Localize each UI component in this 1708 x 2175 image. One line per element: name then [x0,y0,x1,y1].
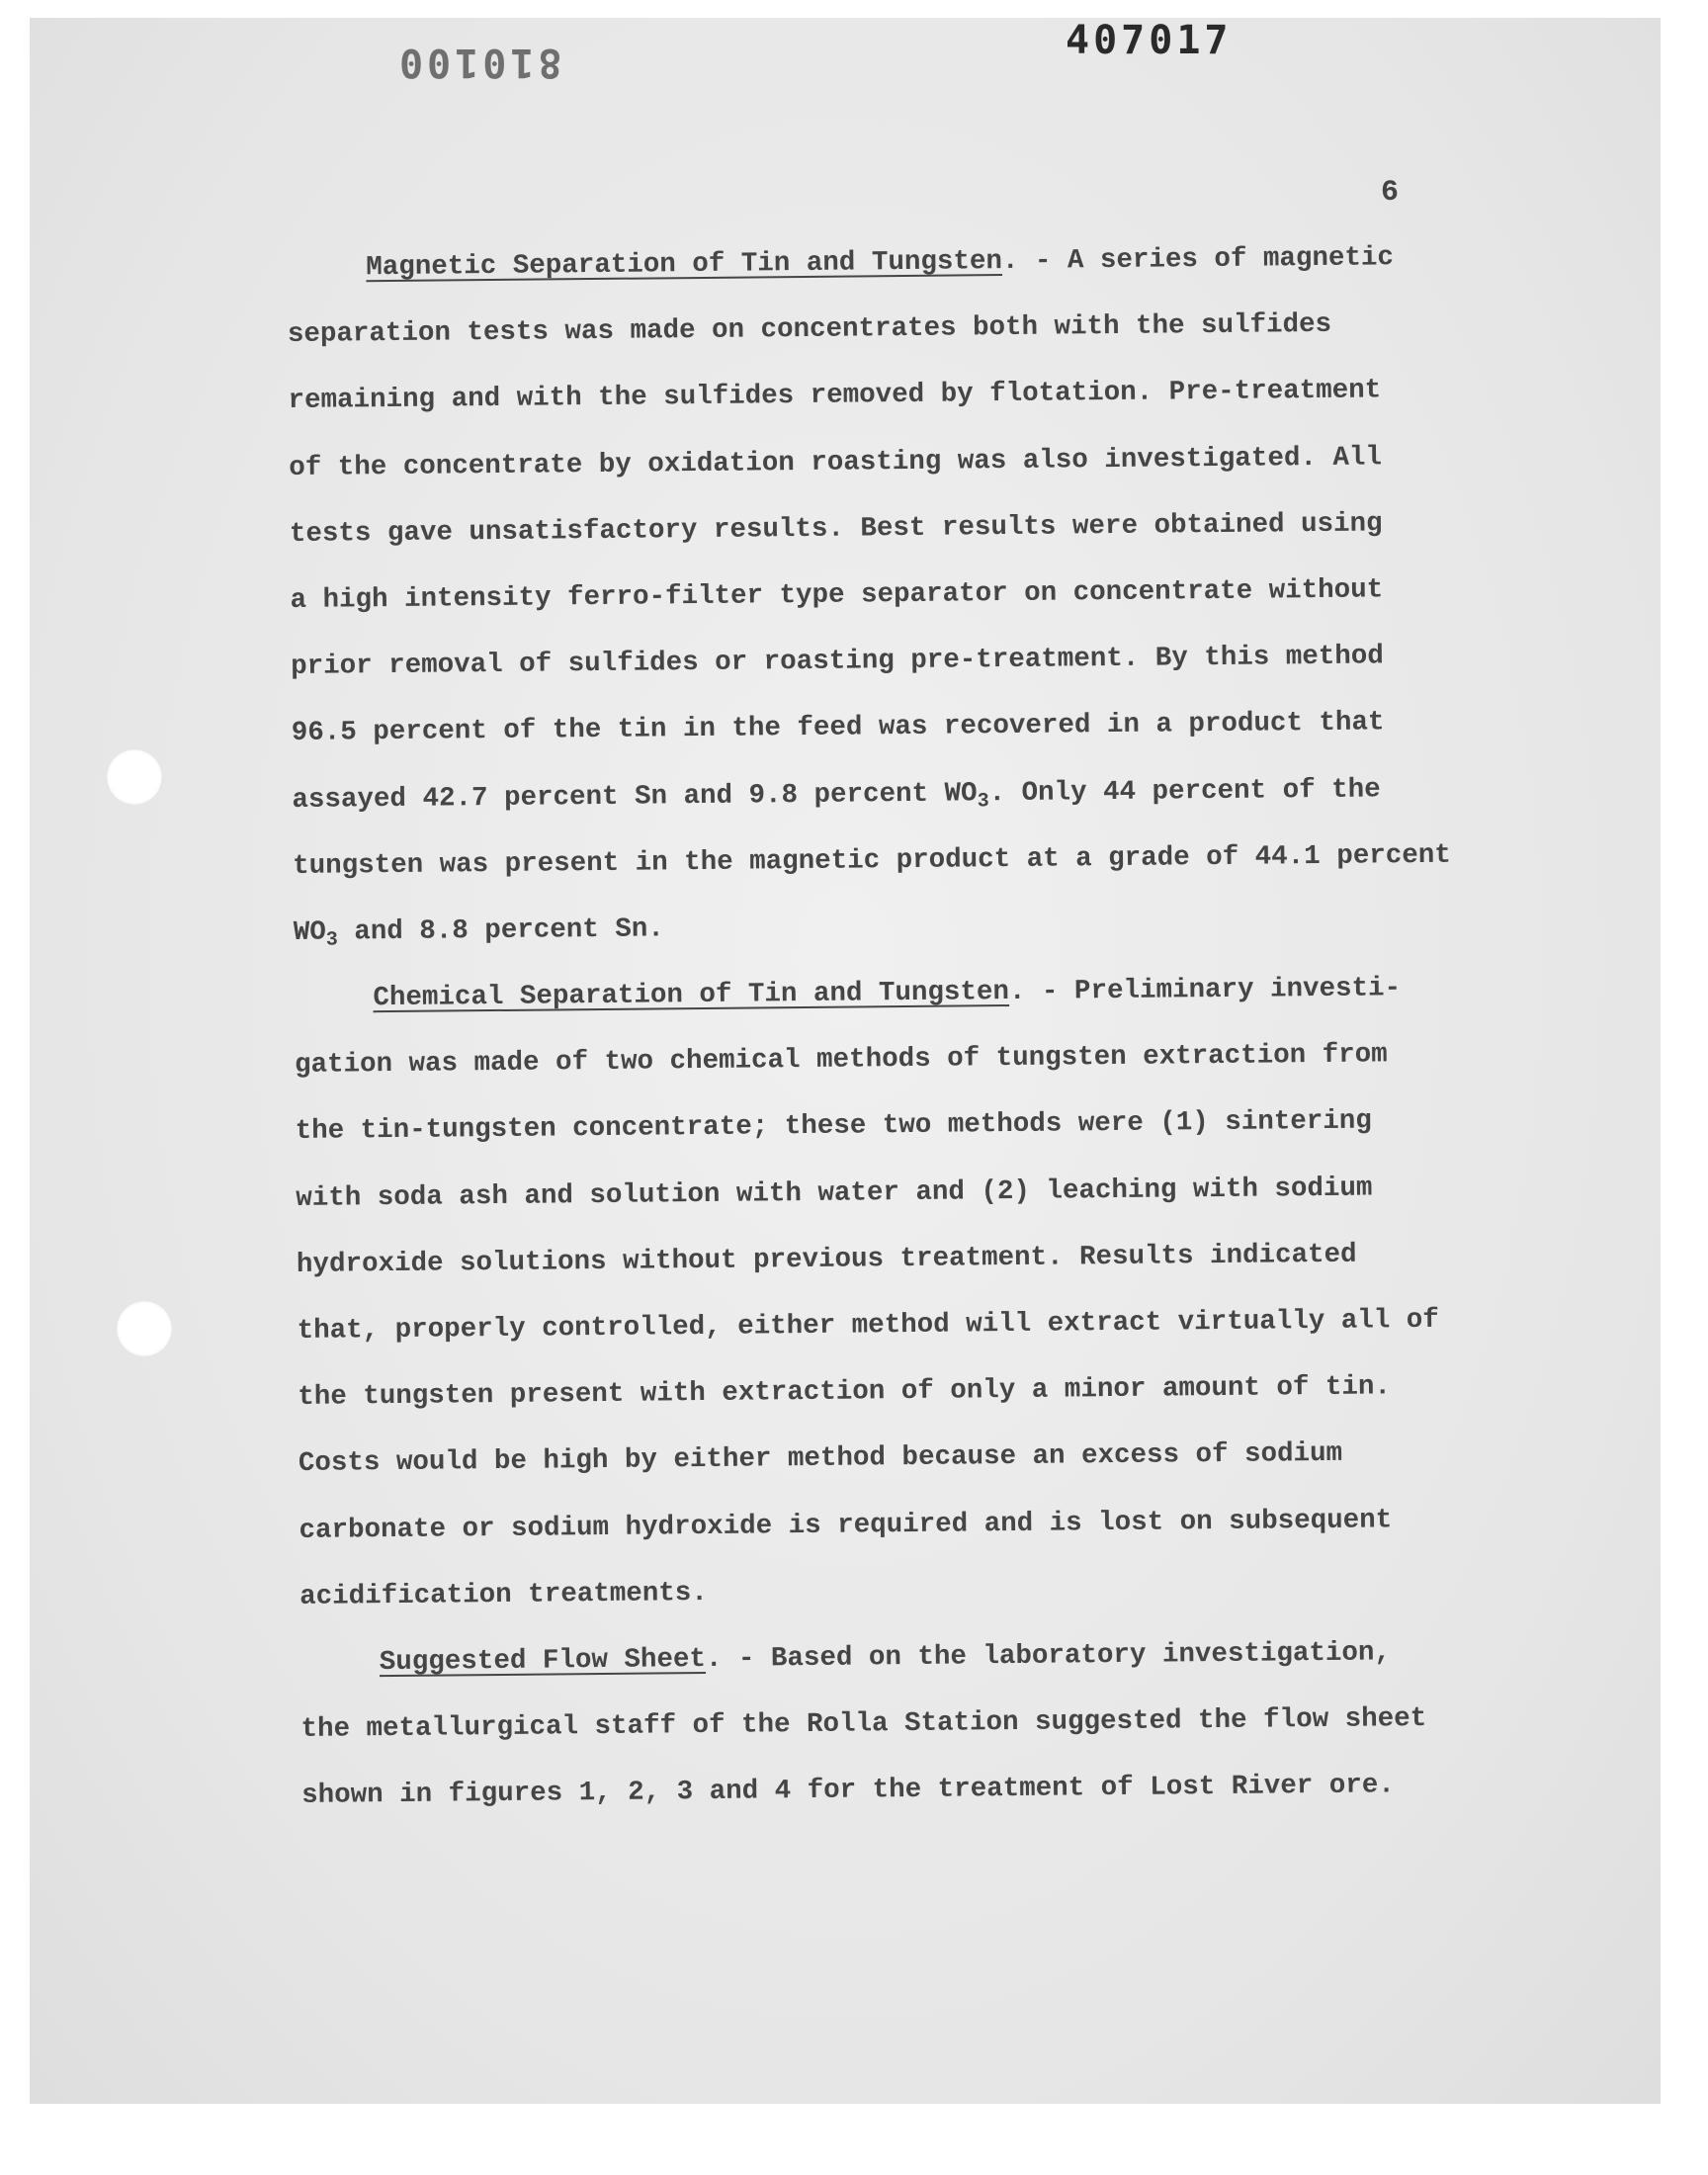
section-heading: Suggested Flow Sheet [379,1643,707,1679]
paragraph-line: the metallurgical staff of the Rolla Station suggested the flow sheet [300,1703,1427,1746]
text-run: WO [293,916,326,948]
text-run: . - Preliminary investi- [1008,973,1402,1008]
punch-hole [106,748,163,806]
text-run: and 8.8 percent Sn. [337,914,664,948]
text-run: assayed 42.7 percent Sn and 9.8 percent WO [292,777,978,816]
paragraph-line: of the concentrate by oxidation roasting was also investigated. All [289,441,1383,483]
page-number: 6 [1381,176,1400,210]
paragraph-line: carbonate or sodium hydroxide is required and is lost on subsequent [299,1504,1393,1546]
paragraph-line: gation was made of two chemical methods of tungsten extraction from [294,1039,1388,1082]
paragraph-line: with soda ash and solution with water and (2) leaching with sodium [296,1173,1373,1214]
paragraph-line [294,954,1500,1032]
paragraph-line: acidification treatments. [299,1577,708,1612]
paragraph-line: that, properly controlled, either method will extract virtually all of [297,1304,1439,1347]
subscript: 3 [325,928,338,952]
subscript: 3 [977,789,989,813]
paragraph-line: Costs would be high by either method because an excess of sodium [298,1438,1343,1480]
archive-stamp: 407017 [1066,18,1233,63]
paragraph-line: the tin-tungsten concentrate; these two methods were (1) sintering [295,1105,1372,1148]
document-body [287,223,1507,1829]
paragraph-line: 96.5 percent of the tin in the feed was recovered in a product that [291,707,1385,749]
archive-stamp-upside-down: 810100 [395,40,562,85]
text-run: . Only 44 percent of the [988,773,1381,809]
paragraph-line [300,1618,1507,1696]
text-run: . - Based on the laboratory investigation, [705,1637,1392,1675]
section-heading: Magnetic Separation of Tin and Tungsten [366,246,1003,284]
paragraph-line: separation tests was made on concentrates both with the sulfides [287,309,1332,351]
paragraph-line: tests gave unsatisfactory results. Best results were obtained using [289,508,1383,550]
paragraph-line: a high intensity ferro-filter type separator on concentrate without [290,574,1384,616]
paragraph-line: tungsten was present in the magnetic product at a grade of 44.1 percent [292,839,1451,882]
paragraph-line [287,223,1494,302]
paragraph-line: shown in figures 1, 2, 3 and 4 for the treatment of Lost River ore. [301,1770,1395,1812]
punch-hole [116,1300,173,1357]
paragraph-line [293,888,1499,966]
paragraph-line: the tungsten present with extraction of only a minor amount of tin. [298,1371,1392,1414]
section-heading: Chemical Separation of Tin and Tungsten [373,977,1010,1014]
paragraph-line: hydroxide solutions without previous treatment. Results indicated [296,1239,1357,1280]
paragraph-line: remaining and with the sulfides removed by flotation. Pre-treatment [288,375,1382,417]
text-run: . - A series of magnetic [1001,242,1395,278]
paragraph-line: prior removal of sulfides or roasting pre-treatment. By this method [291,641,1384,683]
paragraph-line [292,755,1498,833]
